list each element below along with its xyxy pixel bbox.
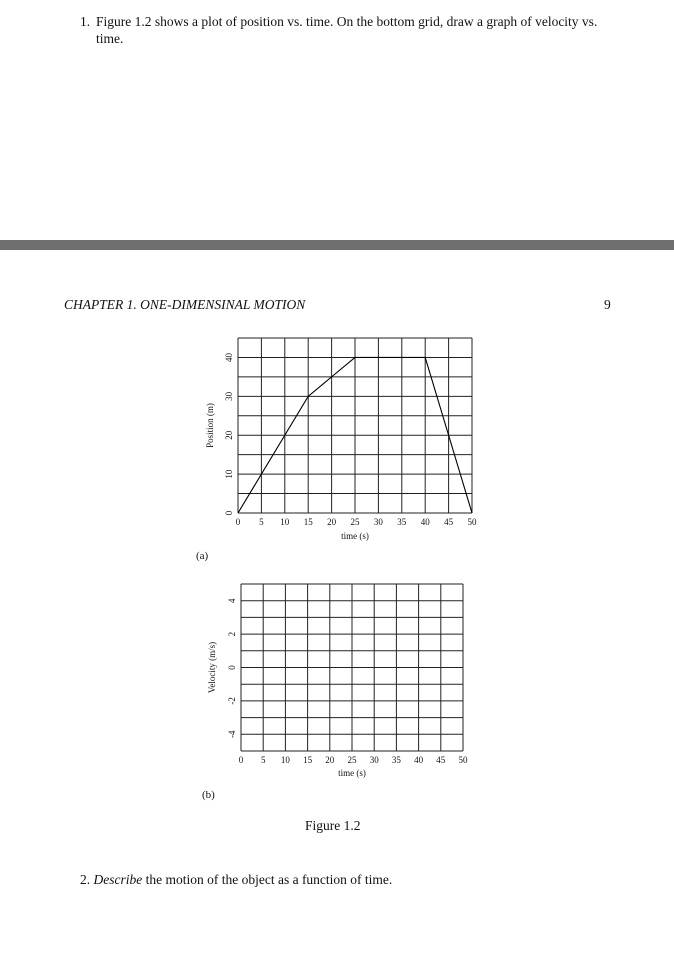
x-tick-label: 5 [259, 517, 264, 527]
y-tick-label: -2 [227, 697, 238, 705]
y-tick-label: 0 [224, 510, 235, 516]
running-head-chapter: CHAPTER 1. ONE-DIMENSINAL MOTION [64, 297, 306, 312]
x-tick-label: 10 [280, 755, 290, 765]
x-tick-label: 20 [325, 755, 335, 765]
x-tick-label: 15 [303, 755, 313, 765]
y-tick-label: 30 [224, 391, 235, 401]
x-tick-label: 50 [458, 755, 468, 765]
x-tick-label: 35 [391, 755, 401, 765]
x-tick-label: 0 [235, 517, 241, 527]
question-text: the motion of the object as a function of time. [142, 872, 393, 887]
x-axis-label: time (s) [338, 768, 366, 778]
page-number: 9 [604, 297, 611, 312]
x-axis-label: time (s) [341, 531, 369, 541]
y-tick-label: 40 [224, 352, 235, 362]
x-tick-label: 30 [373, 517, 383, 527]
question-2 [80, 872, 392, 888]
x-tick-label: 15 [303, 517, 313, 527]
y-tick-label: 20 [224, 430, 235, 440]
x-tick-label: 50 [467, 517, 477, 527]
x-tick-label: 20 [327, 517, 337, 527]
x-tick-label: 40 [414, 755, 424, 765]
question-number: 1. [80, 14, 91, 29]
y-tick-label: -4 [227, 730, 238, 739]
subfigure-label-b: (b) [202, 789, 215, 801]
x-tick-label: 25 [350, 517, 360, 527]
x-tick-label: 40 [420, 517, 430, 527]
figure-caption: Figure 1.2 [305, 818, 361, 833]
x-tick-label: 0 [238, 755, 244, 765]
subfigure-label-a: (a) [196, 550, 209, 562]
x-tick-label: 45 [444, 517, 454, 527]
question-number: 2. [80, 872, 91, 887]
x-tick-label: 10 [280, 517, 290, 527]
x-tick-label: 5 [260, 755, 266, 765]
y-tick-label: 4 [227, 598, 238, 603]
y-axis-label: Position (m) [205, 403, 216, 448]
y-tick-label: 2 [227, 631, 238, 637]
x-tick-label: 35 [397, 517, 407, 527]
x-tick-label: 30 [369, 755, 379, 765]
y-tick-label: 0 [227, 665, 238, 670]
y-tick-label: 10 [224, 469, 235, 479]
question-emphasis: Describe [93, 872, 143, 887]
x-tick-label: 25 [347, 755, 357, 765]
y-axis-label: Velocity (m/s) [207, 641, 218, 694]
question-text: Figure 1.2 shows a plot of position vs. time. On the bottom grid, draw a graph of velocity vs. time. [96, 14, 598, 46]
x-tick-label: 45 [436, 755, 446, 765]
